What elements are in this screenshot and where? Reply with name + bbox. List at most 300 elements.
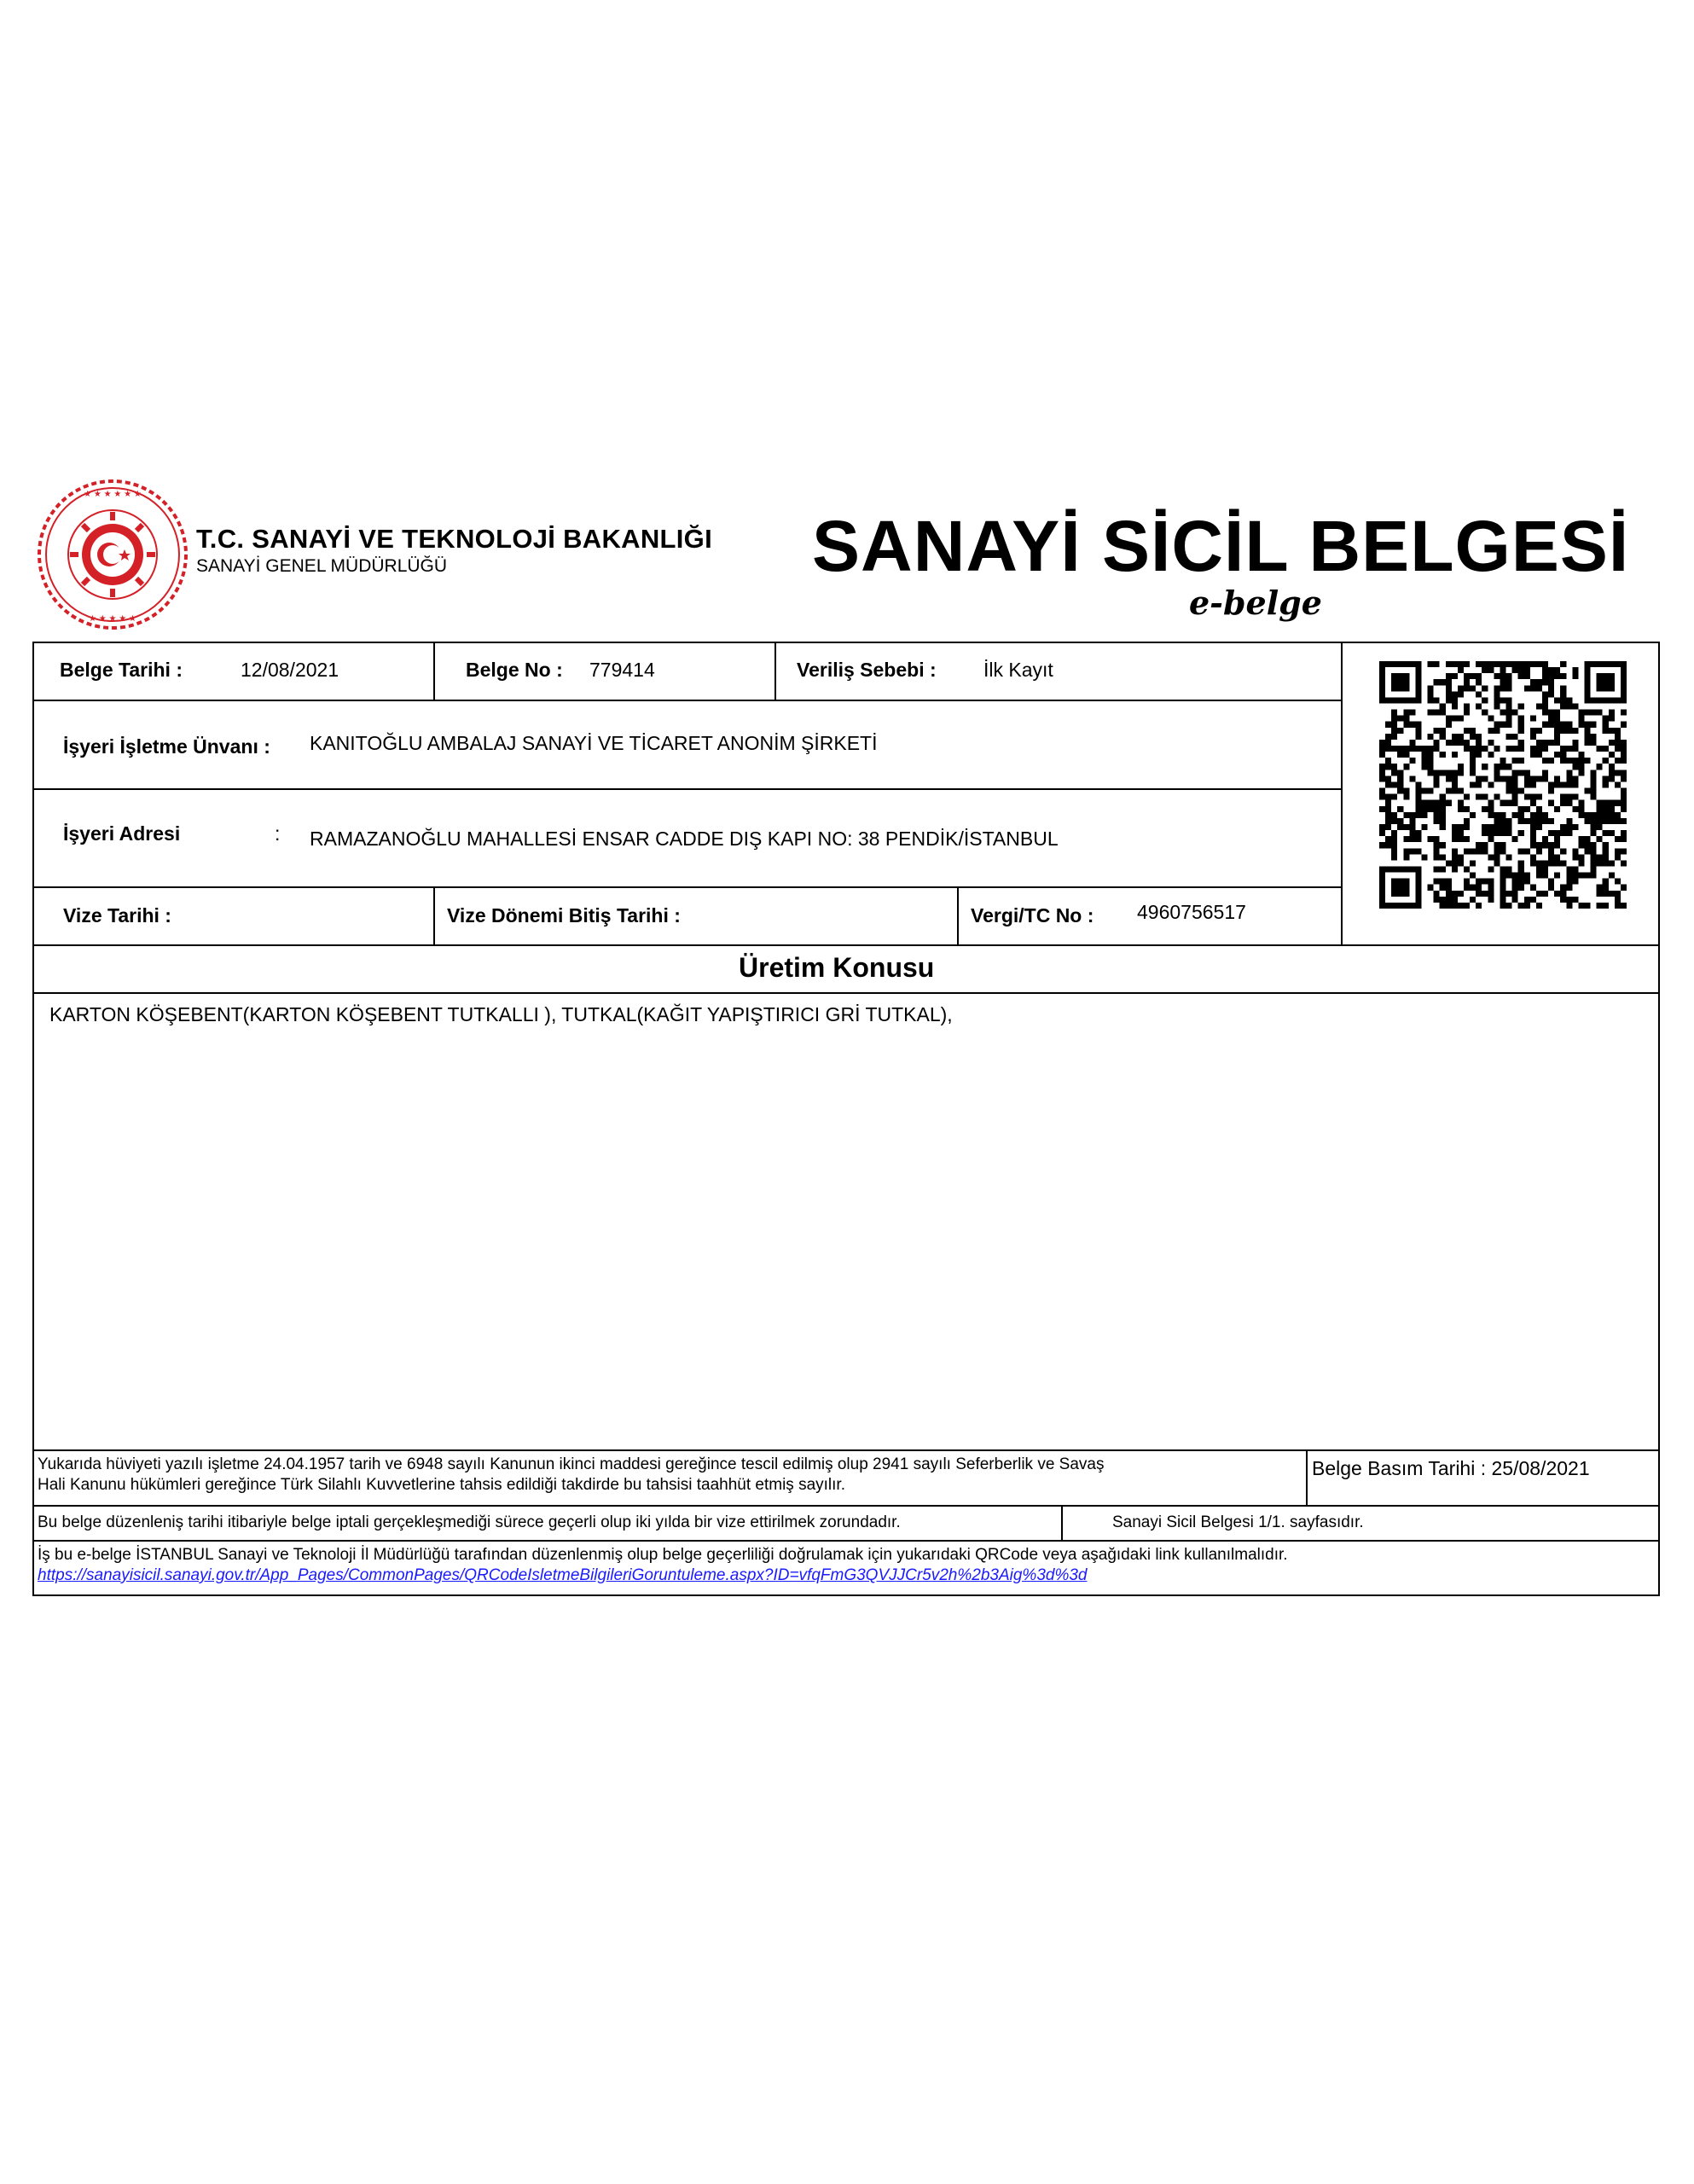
qr-module [1512,667,1518,673]
qr-module [1591,818,1597,824]
qr-module [1415,885,1421,891]
qr-module [1500,891,1505,897]
qr-module [1560,800,1566,806]
ministry-seal-logo [36,478,189,631]
qr-module [1603,775,1609,781]
qr-module [1409,697,1415,703]
qr-module [1597,806,1603,812]
qr-module [1494,860,1500,866]
qr-module [1458,734,1464,740]
qr-module [1524,770,1530,775]
qr-module [1584,740,1590,746]
qr-module [1415,734,1421,740]
qr-module [1518,788,1524,794]
qr-module [1578,758,1584,764]
qr-module [1458,770,1464,775]
qr-module [1591,781,1597,787]
qr-module [1615,848,1621,854]
qr-module [1536,873,1542,879]
qr-module [1415,685,1421,691]
qr-module [1506,775,1512,781]
qr-module [1385,818,1391,824]
qr-module [1482,667,1488,673]
qr-module [1397,781,1403,787]
qr-module [1452,752,1458,758]
qr-module [1584,788,1590,794]
qr-module [1470,897,1476,903]
qr-module [1500,800,1505,806]
qr-module [1397,879,1403,885]
qr-module [1542,691,1548,697]
qr-module [1542,891,1548,897]
qr-module [1458,800,1464,806]
qr-module [1452,824,1458,830]
qr-module [1440,866,1446,872]
qr-module [1434,842,1440,848]
qr-module [1536,740,1542,746]
qr-module [1440,824,1446,830]
qr-module [1560,722,1566,728]
qr-module [1530,794,1536,800]
qr-module [1409,746,1415,752]
qr-module [1397,770,1403,775]
qr-module [1518,770,1524,775]
qr-module [1609,740,1615,746]
qr-module [1415,806,1421,812]
qr-module [1476,740,1482,746]
qr-module [1584,679,1590,685]
qr-module [1434,818,1440,824]
qr-module [1464,794,1470,800]
qr-module [1603,812,1609,818]
qr-module [1584,812,1590,818]
qr-module [1385,764,1391,770]
qr-module [1379,770,1385,775]
qr-module [1530,775,1536,781]
qr-module [1572,728,1578,734]
qr-module [1452,734,1458,740]
qr-module [1621,806,1627,812]
qr-module [1548,848,1554,854]
qr-module [1615,661,1621,667]
qr-module [1428,800,1434,806]
qr-module [1530,716,1536,722]
qr-module [1434,866,1440,872]
qr-module [1603,885,1609,891]
qr-module [1409,830,1415,836]
svg-text:★ ★ ★ ★ ★ ★: ★ ★ ★ ★ ★ ★ [84,490,142,499]
qr-module [1603,673,1609,679]
qr-module [1518,704,1524,710]
qr-module [1584,661,1590,667]
qr-module [1536,866,1542,872]
qr-module [1446,691,1452,697]
qr-module [1470,812,1476,818]
qr-module [1548,667,1554,673]
qr-module [1578,806,1584,812]
divider [433,886,435,946]
qr-module [1548,879,1554,885]
qr-module [1391,661,1397,667]
qr-module [1385,812,1391,818]
qr-module [1458,824,1464,830]
qr-module [1403,891,1409,897]
qr-module [1458,685,1464,691]
qr-module [1615,800,1621,806]
qr-module [1603,818,1609,824]
qr-module [1566,873,1572,879]
qr-module [1391,854,1397,860]
qr-module [1440,854,1446,860]
qr-module [1572,746,1578,752]
qr-module [1506,685,1512,691]
qr-module [1452,775,1458,781]
qr-module [1464,661,1470,667]
qr-module [1572,794,1578,800]
qr-module [1379,740,1385,746]
qr-module [1542,697,1548,703]
qr-module [1578,854,1584,860]
qr-module [1621,775,1627,781]
qr-module [1446,879,1452,885]
qr-module [1584,673,1590,679]
qr-module [1440,770,1446,775]
qr-module [1536,679,1542,685]
qr-module [1518,818,1524,824]
qr-module [1428,758,1434,764]
qr-module [1440,728,1446,734]
qr-module [1409,740,1415,746]
qr-module [1566,722,1572,728]
qr-module [1452,788,1458,794]
qr-module [1542,873,1548,879]
qr-module [1572,758,1578,764]
verification-link[interactable]: https://sanayisicil.sanayi.gov.tr/App_Pages/CommonPages/QRCodeIsletmeBilgileriGoruntuleme.aspx?ID=vfqFmG3QVJJCr5v2h%2b3Aig%3d%3d [38,1566,1088,1584]
qr-module [1403,764,1409,770]
qr-module [1494,818,1500,824]
qr-module [1597,800,1603,806]
qr-module [1591,866,1597,872]
qr-module [1536,775,1542,781]
qr-module [1548,673,1554,679]
qr-module [1548,691,1554,697]
qr-module [1500,824,1505,830]
qr-module [1554,734,1560,740]
qr-module [1554,860,1560,866]
qr-module [1428,691,1434,697]
qr-module [1458,903,1464,909]
qr-module [1403,794,1409,800]
qr-module [1458,830,1464,836]
qr-module [1464,903,1470,909]
qr-module [1482,824,1488,830]
qr-module [1409,824,1415,830]
vergi-no-label: Vergi/TC No : [971,904,1094,926]
qr-module [1391,673,1397,679]
qr-module [1488,740,1494,746]
qr-module [1500,903,1505,909]
qr-module [1440,734,1446,740]
qr-module [1379,824,1385,830]
qr-module [1422,812,1428,818]
qr-module [1548,710,1554,716]
qr-module [1597,710,1603,716]
qr-module [1452,848,1458,854]
qr-module [1518,873,1524,879]
divider [957,886,959,946]
qr-module [1452,740,1458,746]
qr-module [1434,879,1440,885]
qr-module [1446,788,1452,794]
qr-module [1609,716,1615,722]
qr-module [1554,710,1560,716]
qr-module [1494,746,1500,752]
qr-module [1609,800,1615,806]
qr-module [1446,740,1452,746]
qr-module [1621,770,1627,775]
qr-module [1591,740,1597,746]
legal-note-line2: Hali Kanunu hükümleri gereğince Türk Silahlı Kuvvetlerine tahsis edildiği takdirde bu tahsisi taahhüt etmiş sayılır. [38,1476,845,1494]
qr-module [1415,830,1421,836]
qr-module [1391,764,1397,770]
vize-bitis-label: Vize Dönemi Bitiş Tarihi : [447,904,681,926]
qr-module [1530,661,1536,667]
qr-module [1470,781,1476,787]
qr-module [1446,800,1452,806]
qr-module [1391,734,1397,740]
qr-module [1500,758,1505,764]
qr-module [1597,891,1603,897]
qr-module [1530,824,1536,830]
qr-module [1512,879,1518,885]
qr-module [1560,830,1566,836]
qr-module [1566,770,1572,775]
qr-code [1379,661,1627,909]
qr-module [1621,752,1627,758]
qr-module [1434,781,1440,787]
qr-module [1385,781,1391,787]
qr-module [1530,818,1536,824]
qr-module [1518,860,1524,866]
qr-module [1603,716,1609,722]
ministry-title: T.C. SANAYİ VE TEKNOLOJİ BAKANLIĞI [196,524,713,554]
qr-module [1494,661,1500,667]
qr-module [1452,860,1458,866]
qr-module [1530,781,1536,787]
qr-module [1434,891,1440,897]
qr-module [1476,848,1482,854]
qr-module [1434,661,1440,667]
qr-module [1488,812,1494,818]
qr-module [1584,722,1590,728]
qr-module [1403,661,1409,667]
qr-module [1470,873,1476,879]
qr-module [1572,775,1578,781]
qr-module [1548,716,1554,722]
qr-module [1512,788,1518,794]
qr-module [1554,775,1560,781]
qr-module [1542,775,1548,781]
qr-module [1584,710,1590,716]
qr-module [1494,728,1500,734]
qr-module [1379,885,1385,891]
qr-module [1548,818,1554,824]
belge-no-value: 779414 [589,659,655,681]
qr-module [1458,891,1464,897]
divider [34,700,1341,701]
qr-module [1434,800,1440,806]
qr-module [1391,794,1397,800]
qr-module [1506,704,1512,710]
verilis-sebebi-label: Veriliş Sebebi : [797,659,937,681]
qr-module [1560,691,1566,697]
qr-module [1422,806,1428,812]
qr-module [1476,775,1482,781]
qr-module [1506,673,1512,679]
qr-module [1415,722,1421,728]
qr-module [1584,818,1590,824]
qr-module [1476,746,1482,752]
qr-module [1566,758,1572,764]
qr-module [1409,903,1415,909]
qr-module [1385,758,1391,764]
qr-module [1615,746,1621,752]
qr-module [1554,716,1560,722]
qr-module [1621,848,1627,854]
qr-module [1464,673,1470,679]
qr-module [1591,775,1597,781]
qr-module [1500,667,1505,673]
qr-module [1560,685,1566,691]
qr-module [1379,891,1385,897]
qr-module [1379,697,1385,703]
qr-module [1566,879,1572,885]
unvan-label: İşyeri İşletme Ünvanı : [63,735,270,758]
qr-module [1597,812,1603,818]
qr-module [1506,679,1512,685]
qr-module [1591,854,1597,860]
qr-module [1621,818,1627,824]
validity-note: Bu belge düzenleniş tarihi itibariyle belge iptali gerçekleşmediği sürece geçerli olup iki yılda bir vize ettirilmek zorundadır. [38,1513,901,1531]
qr-module [1458,836,1464,842]
qr-module [1379,788,1385,794]
qr-module [1518,740,1524,746]
qr-module [1458,806,1464,812]
qr-module [1391,836,1397,842]
qr-module [1391,842,1397,848]
qr-module [1566,728,1572,734]
qr-module [1428,685,1434,691]
divider [1341,643,1343,946]
qr-module [1415,794,1421,800]
qr-module [1415,788,1421,794]
qr-module [1566,794,1572,800]
qr-module [1621,667,1627,673]
qr-module [1566,885,1572,891]
qr-module [1428,746,1434,752]
qr-module [1554,836,1560,842]
qr-module [1530,728,1536,734]
qr-module [1542,740,1548,746]
qr-module [1518,903,1524,909]
qr-module [1409,836,1415,842]
document-subtitle: e-belge [1189,584,1322,622]
qr-module [1506,710,1512,716]
qr-module [1615,879,1621,885]
qr-module [1379,685,1385,691]
qr-module [1391,879,1397,885]
qr-module [1397,824,1403,830]
qr-module [1621,697,1627,703]
qr-module [1554,752,1560,758]
qr-module [1397,679,1403,685]
qr-module [1391,891,1397,897]
qr-module [1464,824,1470,830]
qr-module [1482,879,1488,885]
qr-module [1548,860,1554,866]
qr-module [1542,661,1548,667]
qr-module [1597,673,1603,679]
qr-module [1621,836,1627,842]
qr-module [1464,848,1470,854]
adres-colon: : [275,822,281,845]
qr-module [1391,848,1397,854]
qr-module [1518,661,1524,667]
qr-module [1428,764,1434,770]
qr-module [1379,842,1385,848]
qr-module [1428,770,1434,775]
qr-module [1542,667,1548,673]
qr-module [1603,722,1609,728]
qr-module [1403,812,1409,818]
qr-module [1506,764,1512,770]
qr-module [1403,903,1409,909]
qr-module [1379,879,1385,885]
qr-module [1428,661,1434,667]
qr-module [1548,800,1554,806]
qr-module [1403,710,1409,716]
qr-module [1403,673,1409,679]
uretim-konusu-title: Üretim Konusu [739,952,935,983]
vergi-no-value: 4960756517 [1137,901,1246,923]
qr-module [1464,866,1470,872]
qr-module [1470,758,1476,764]
qr-module [1506,854,1512,860]
qr-module [1536,728,1542,734]
qr-module [1434,848,1440,854]
qr-module [1409,710,1415,716]
qr-module [1494,812,1500,818]
qr-module [1409,812,1415,818]
qr-module [1536,812,1542,818]
verification-note: İş bu e-belge İSTANBUL Sanayi ve Teknoloji İl Müdürlüğü tarafından düzenlenmiş olup belge geçerliliği doğrulamak için yukarıdaki QRCode veya aşağıdaki link kullanılmalıdır. [38,1546,1288,1564]
qr-module [1434,775,1440,781]
qr-module [1500,879,1505,885]
qr-module [1500,710,1505,716]
qr-module [1446,722,1452,728]
qr-module [1621,794,1627,800]
qr-module [1391,685,1397,691]
qr-module [1446,697,1452,703]
qr-module [1500,722,1505,728]
qr-module [1548,781,1554,787]
qr-module [1397,716,1403,722]
qr-module [1379,806,1385,812]
qr-module [1621,758,1627,764]
qr-module [1524,775,1530,781]
qr-module [1397,746,1403,752]
qr-module [1554,673,1560,679]
